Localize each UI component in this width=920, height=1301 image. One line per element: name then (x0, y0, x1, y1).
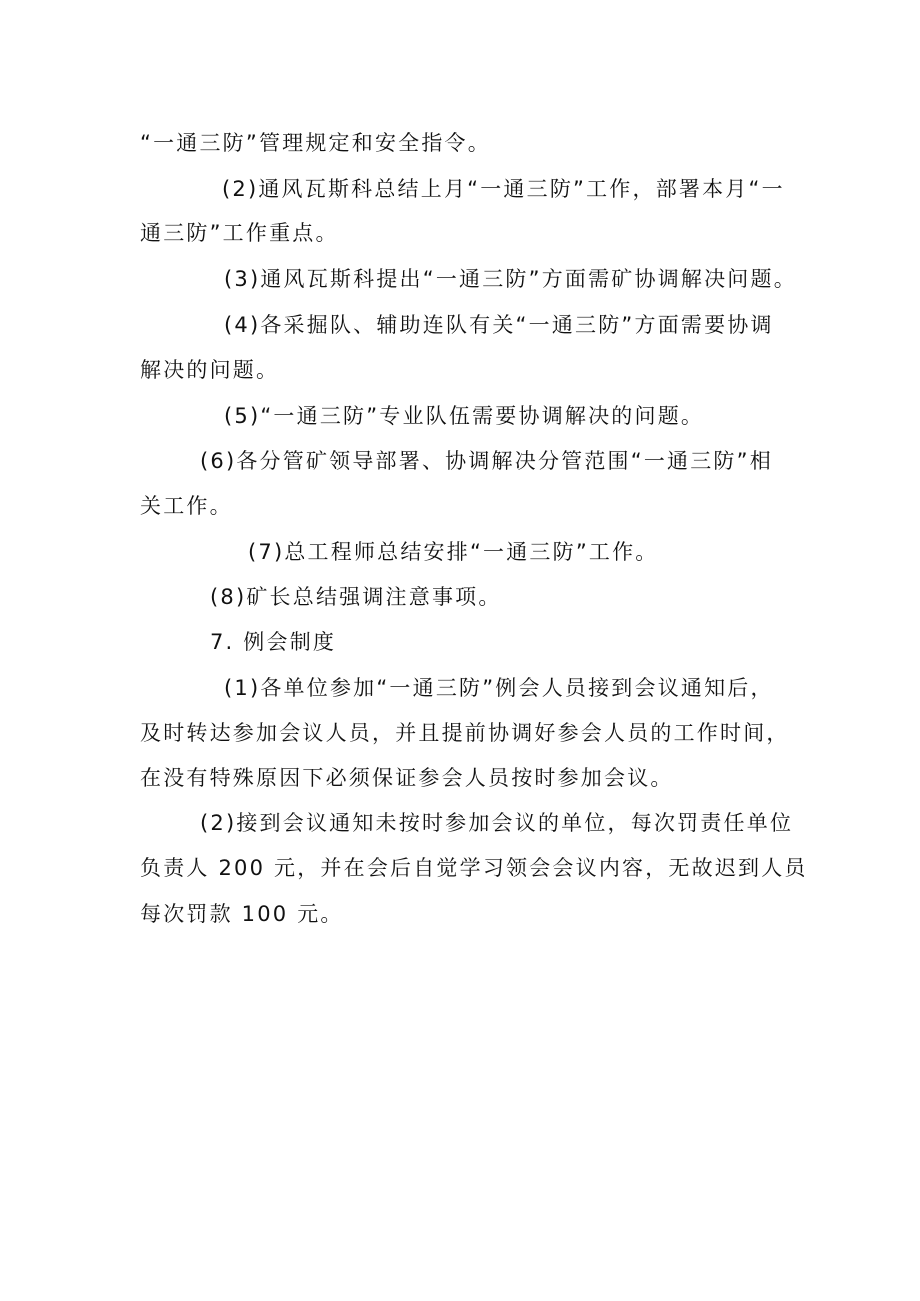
text-line-7: (5)“一通三防”专业队伍需要协调解决的问题。 (224, 404, 705, 428)
text-line-16: (2)接到会议通知未按时参加会议的单位，每次罚责任单位 (200, 811, 794, 835)
text-line-18: 每次罚款 100 元。 (140, 902, 344, 926)
text-line-15: 在没有特殊原因下必须保证参会人员按时参加会议。 (140, 766, 674, 790)
text-line-9: 关工作。 (140, 494, 233, 518)
text-line-5: (4)各采掘队、辅助连队有关“一通三防”方面需要协调 (224, 313, 774, 337)
text-line-11: (8)矿长总结强调注意事项。 (210, 585, 502, 609)
text-line-8: (6)各分管矿领导部署、协调解决分管范围“一通三防”相 (200, 449, 773, 473)
text-line-14: 及时转达参加会议人员，并且提前协调好参会人员的工作时间， (140, 721, 790, 745)
text-line-12: 7. 例会制度 (210, 630, 337, 654)
text-line-2: (2)通风瓦斯科总结上月“一通三防”工作，部署本月“一 (222, 177, 785, 201)
text-line-1: “一通三防”管理规定和安全指令。 (140, 131, 491, 155)
text-line-10: (7)总工程师总结安排“一通三防”工作。 (248, 540, 659, 564)
text-line-4: (3)通风瓦斯科提出“一通三防”方面需矿协调解决问题。 (224, 267, 797, 291)
text-line-3: 通三防”工作重点。 (140, 221, 339, 245)
text-line-13: (1)各单位参加“一通三防”例会人员接到会议通知后， (224, 676, 774, 700)
text-line-6: 解决的问题。 (140, 358, 280, 382)
text-line-17: 负责人 200 元，并在会后自觉学习领会会议内容，无故迟到人员 (140, 856, 808, 880)
